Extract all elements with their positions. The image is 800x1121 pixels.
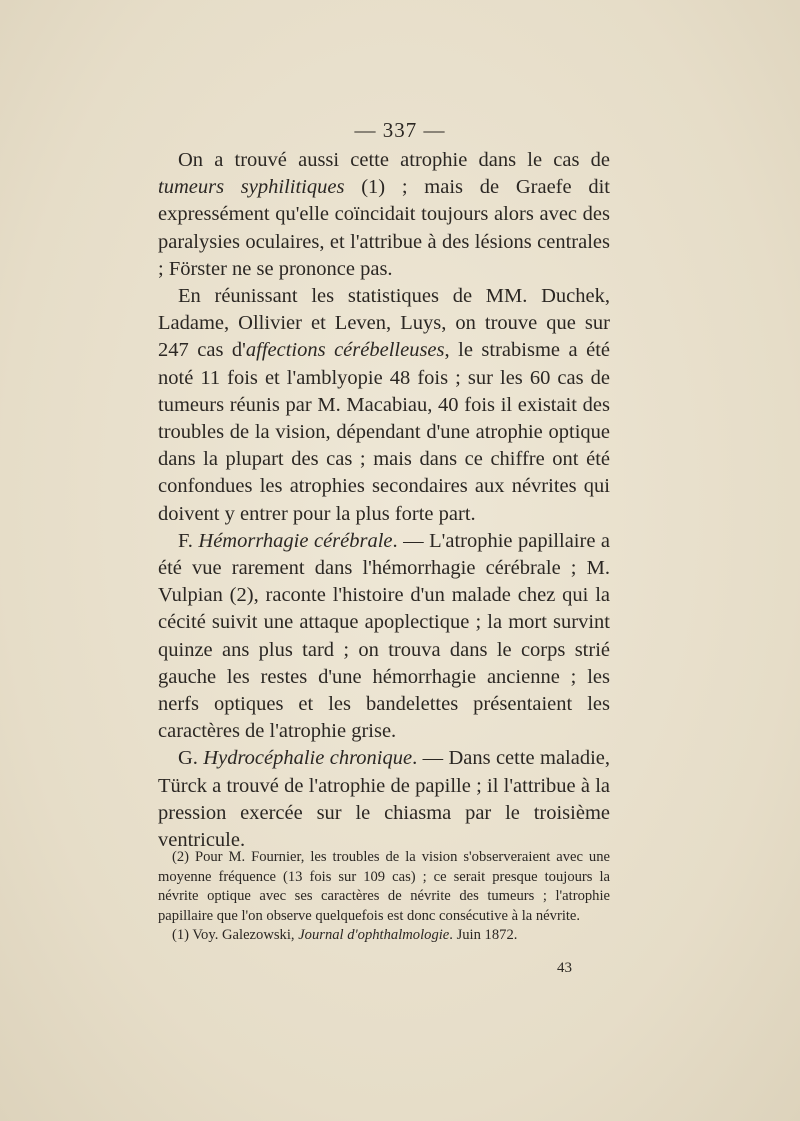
footnotes <box>158 848 610 946</box>
paragraph-4 <box>158 745 610 854</box>
journal-title: Journal d'ophthalmologie <box>298 927 450 943</box>
footnote-text: (2) Pour M. Fournier, les troubles de la vision s'observeraient avec une moyenne fréquence (13 fois sur 109 cas) ; ce serait presque toujours la névrite optique avec ses caractères de névrite des tumeurs ; l'atrophie papillaire que l'on observe quelquefois est donc consécutive à la névrite. <box>158 849 610 924</box>
paragraph-3 <box>158 528 610 746</box>
text-segment: On a trouvé aussi cette atrophie dans le cas de <box>178 149 610 171</box>
section-heading: Hémorrhagie cérébrale <box>198 529 393 552</box>
paragraph-2 <box>158 283 610 528</box>
section-heading: Hydrocéphalie chronique <box>203 747 413 770</box>
text-segment: F. <box>178 529 199 552</box>
text-segment: . — L'atrophie papillaire a été vue rarement dans l'hémorrhagie cérébrale ; M. Vulpian (2), raconte l'histoire d'un malade chez qui la cécité suivit une attaque apoplectique ; la mort survint quinze ans plus tard ; on trouva dans le corps strié gauche les restes d'une hémorrhagie ancienne ; les nerfs optiques et les bandelettes présentaient les caractères de l'atrophie grise. <box>158 529 611 743</box>
italic-term: affections cérébelleuses <box>245 339 445 362</box>
text-segment: , le strabisme a été noté 11 fois et l'amblyopie 48 fois ; sur les 60 cas de tumeurs réunis par M. Macabiau, 40 fois il existait des troubles de la vision, dépendant d'une atrophie optique dans la plupart des cas ; mais dans ce chiffre ont été confondues les atrophies secondaires aux névrites qui doivent y entrer pour la plus forte part. <box>158 339 610 525</box>
text-segment: (1) ; mais de Graefe dit expressément qu'elle coïncidait toujours alors avec des paralysies oculaires, et l'attribue à des lésions centrales ; Förster ne se prononce pas. <box>158 176 610 280</box>
main-text <box>158 147 610 854</box>
page-number-header: — 337 — <box>354 118 446 142</box>
paragraph-1 <box>158 147 610 283</box>
text-segment: En réunissant les statistiques de MM. Duchek, Ladame, Ollivier et Leven, Luys, on trouve que sur 247 cas d' <box>158 285 610 362</box>
signature-mark: 43 <box>557 960 572 976</box>
footnote-text: (1) Voy. Galezowski, <box>172 927 299 943</box>
text-segment: . — Dans cette maladie, Türck a trouvé de l'atrophie de papille ; il l'attribue à la pression exercée sur le chiasma par le troisième ventricule. <box>158 747 611 852</box>
italic-term: tumeurs syphilitiques <box>158 176 345 199</box>
footnote-2 <box>158 848 610 926</box>
footnote-text: . Juin 1872. <box>449 927 518 943</box>
footnote-1 <box>158 926 610 946</box>
text-segment: G. <box>178 747 204 770</box>
